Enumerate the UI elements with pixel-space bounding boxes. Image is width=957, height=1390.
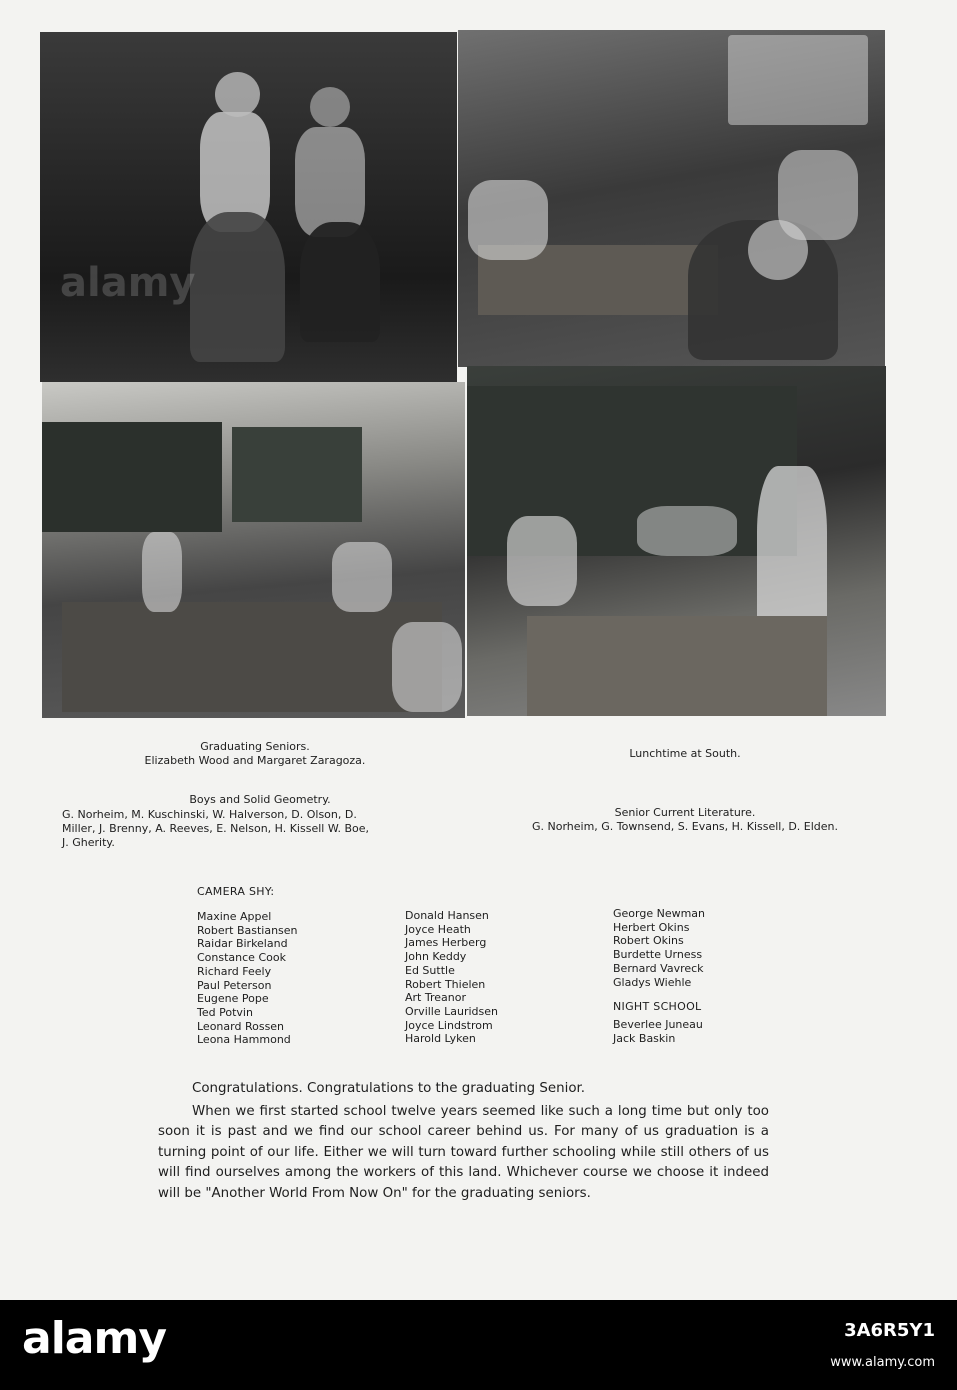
name-item: Ted Potvin — [197, 1005, 253, 1019]
caption-photo2-title: Lunchtime at South. — [629, 747, 741, 760]
name-item: Eugene Pope — [197, 992, 269, 1006]
image-code: 3A6R5Y1 — [844, 1320, 935, 1341]
name-item: Orville Lauridsen — [405, 1004, 498, 1018]
watermark: alamy — [60, 260, 196, 306]
camera-shy-heading: CAMERA SHY: — [197, 885, 275, 898]
photo-boys-solid-geometry — [42, 382, 465, 718]
camera-shy-col-2 — [405, 909, 498, 1046]
name-item: Gladys Wiehle — [613, 975, 692, 989]
caption-photo4 — [500, 806, 870, 834]
caption-photo3-line-2: Miller, J. Brenny, A. Reeves, E. Nelson, H. Kissell W. Boe, — [62, 822, 369, 835]
name-item: Richard Feely — [197, 964, 272, 978]
name-item: Leonard Rossen — [197, 1019, 285, 1033]
name-item: Joyce Lindstrom — [405, 1018, 493, 1032]
camera-shy-col-3 — [613, 907, 705, 989]
caption-photo1-names: Elizabeth Wood and Margaret Zaragoza. — [144, 754, 366, 767]
name-item: Harold Lyken — [405, 1032, 476, 1046]
name-item: Robert Thielen — [405, 977, 486, 991]
name-item: Beverlee Juneau — [613, 1018, 703, 1031]
night-school-heading: NIGHT SCHOOL — [613, 1000, 702, 1013]
caption-photo2 — [575, 747, 795, 761]
night-school-list — [613, 1018, 703, 1045]
name-item: Donald Hansen — [405, 909, 489, 922]
photo-lunchtime — [458, 30, 885, 367]
alamy-logo: alamy — [22, 1313, 166, 1364]
image-code-box — [830, 1320, 935, 1370]
name-item: Leona Hammond — [197, 1033, 291, 1047]
caption-photo3-line-1: G. Norheim, M. Kuschinski, W. Halverson, D. Olson, D. — [62, 808, 357, 821]
caption-photo3-line-3: J. Gherity. — [62, 836, 115, 849]
photo-senior-current-literature — [467, 366, 886, 716]
photo-graduating-seniors — [40, 32, 457, 382]
name-item: Robert Bastiansen — [197, 923, 298, 937]
caption-photo3-names — [62, 808, 447, 850]
name-item: Constance Cook — [197, 951, 286, 965]
name-item: Bernard Vavreck — [613, 961, 704, 975]
caption-photo4-names: G. Norheim, G. Townsend, S. Evans, H. Kissell, D. Elden. — [531, 820, 839, 833]
caption-photo3-title: Boys and Solid Geometry. — [189, 793, 331, 806]
caption-photo4-title: Senior Current Literature. — [614, 806, 756, 819]
paragraph-2: When we first started school twelve years seemed like such a long time but only too soon it is past and we find our school career behind us. For many of us graduation is a turning point of our life. Either we will turn toward further schooling while still others of us will find ourselves among the workers of this land. Whichever course we choose it indeed will be "Another World From Now On" for the graduating seniors. — [158, 1103, 769, 1201]
name-item: Maxine Appel — [197, 910, 272, 923]
name-item: Jack Baskin — [613, 1031, 676, 1045]
camera-shy-col-1 — [197, 910, 298, 1047]
name-item: Herbert Okins — [613, 920, 690, 934]
paragraph-1: Congratulations. Congratulations to the graduating Senior. — [192, 1081, 586, 1096]
name-item: Raidar Birkeland — [197, 937, 288, 951]
name-item: George Newman — [613, 907, 706, 920]
congratulations-text — [158, 1079, 769, 1204]
name-item: Robert Okins — [613, 934, 684, 948]
name-item: John Keddy — [405, 950, 467, 964]
name-item: Ed Suttle — [405, 963, 455, 977]
name-item: Burdette Urness — [613, 948, 703, 962]
name-item: Paul Peterson — [197, 978, 272, 992]
name-item: Joyce Heath — [405, 922, 471, 936]
name-item: James Herberg — [405, 936, 487, 950]
caption-photo1-title: Graduating Seniors. — [200, 740, 310, 753]
caption-photo1 — [100, 740, 410, 768]
site-url: www.alamy.com — [830, 1355, 935, 1370]
name-item: Art Treanor — [405, 991, 466, 1005]
